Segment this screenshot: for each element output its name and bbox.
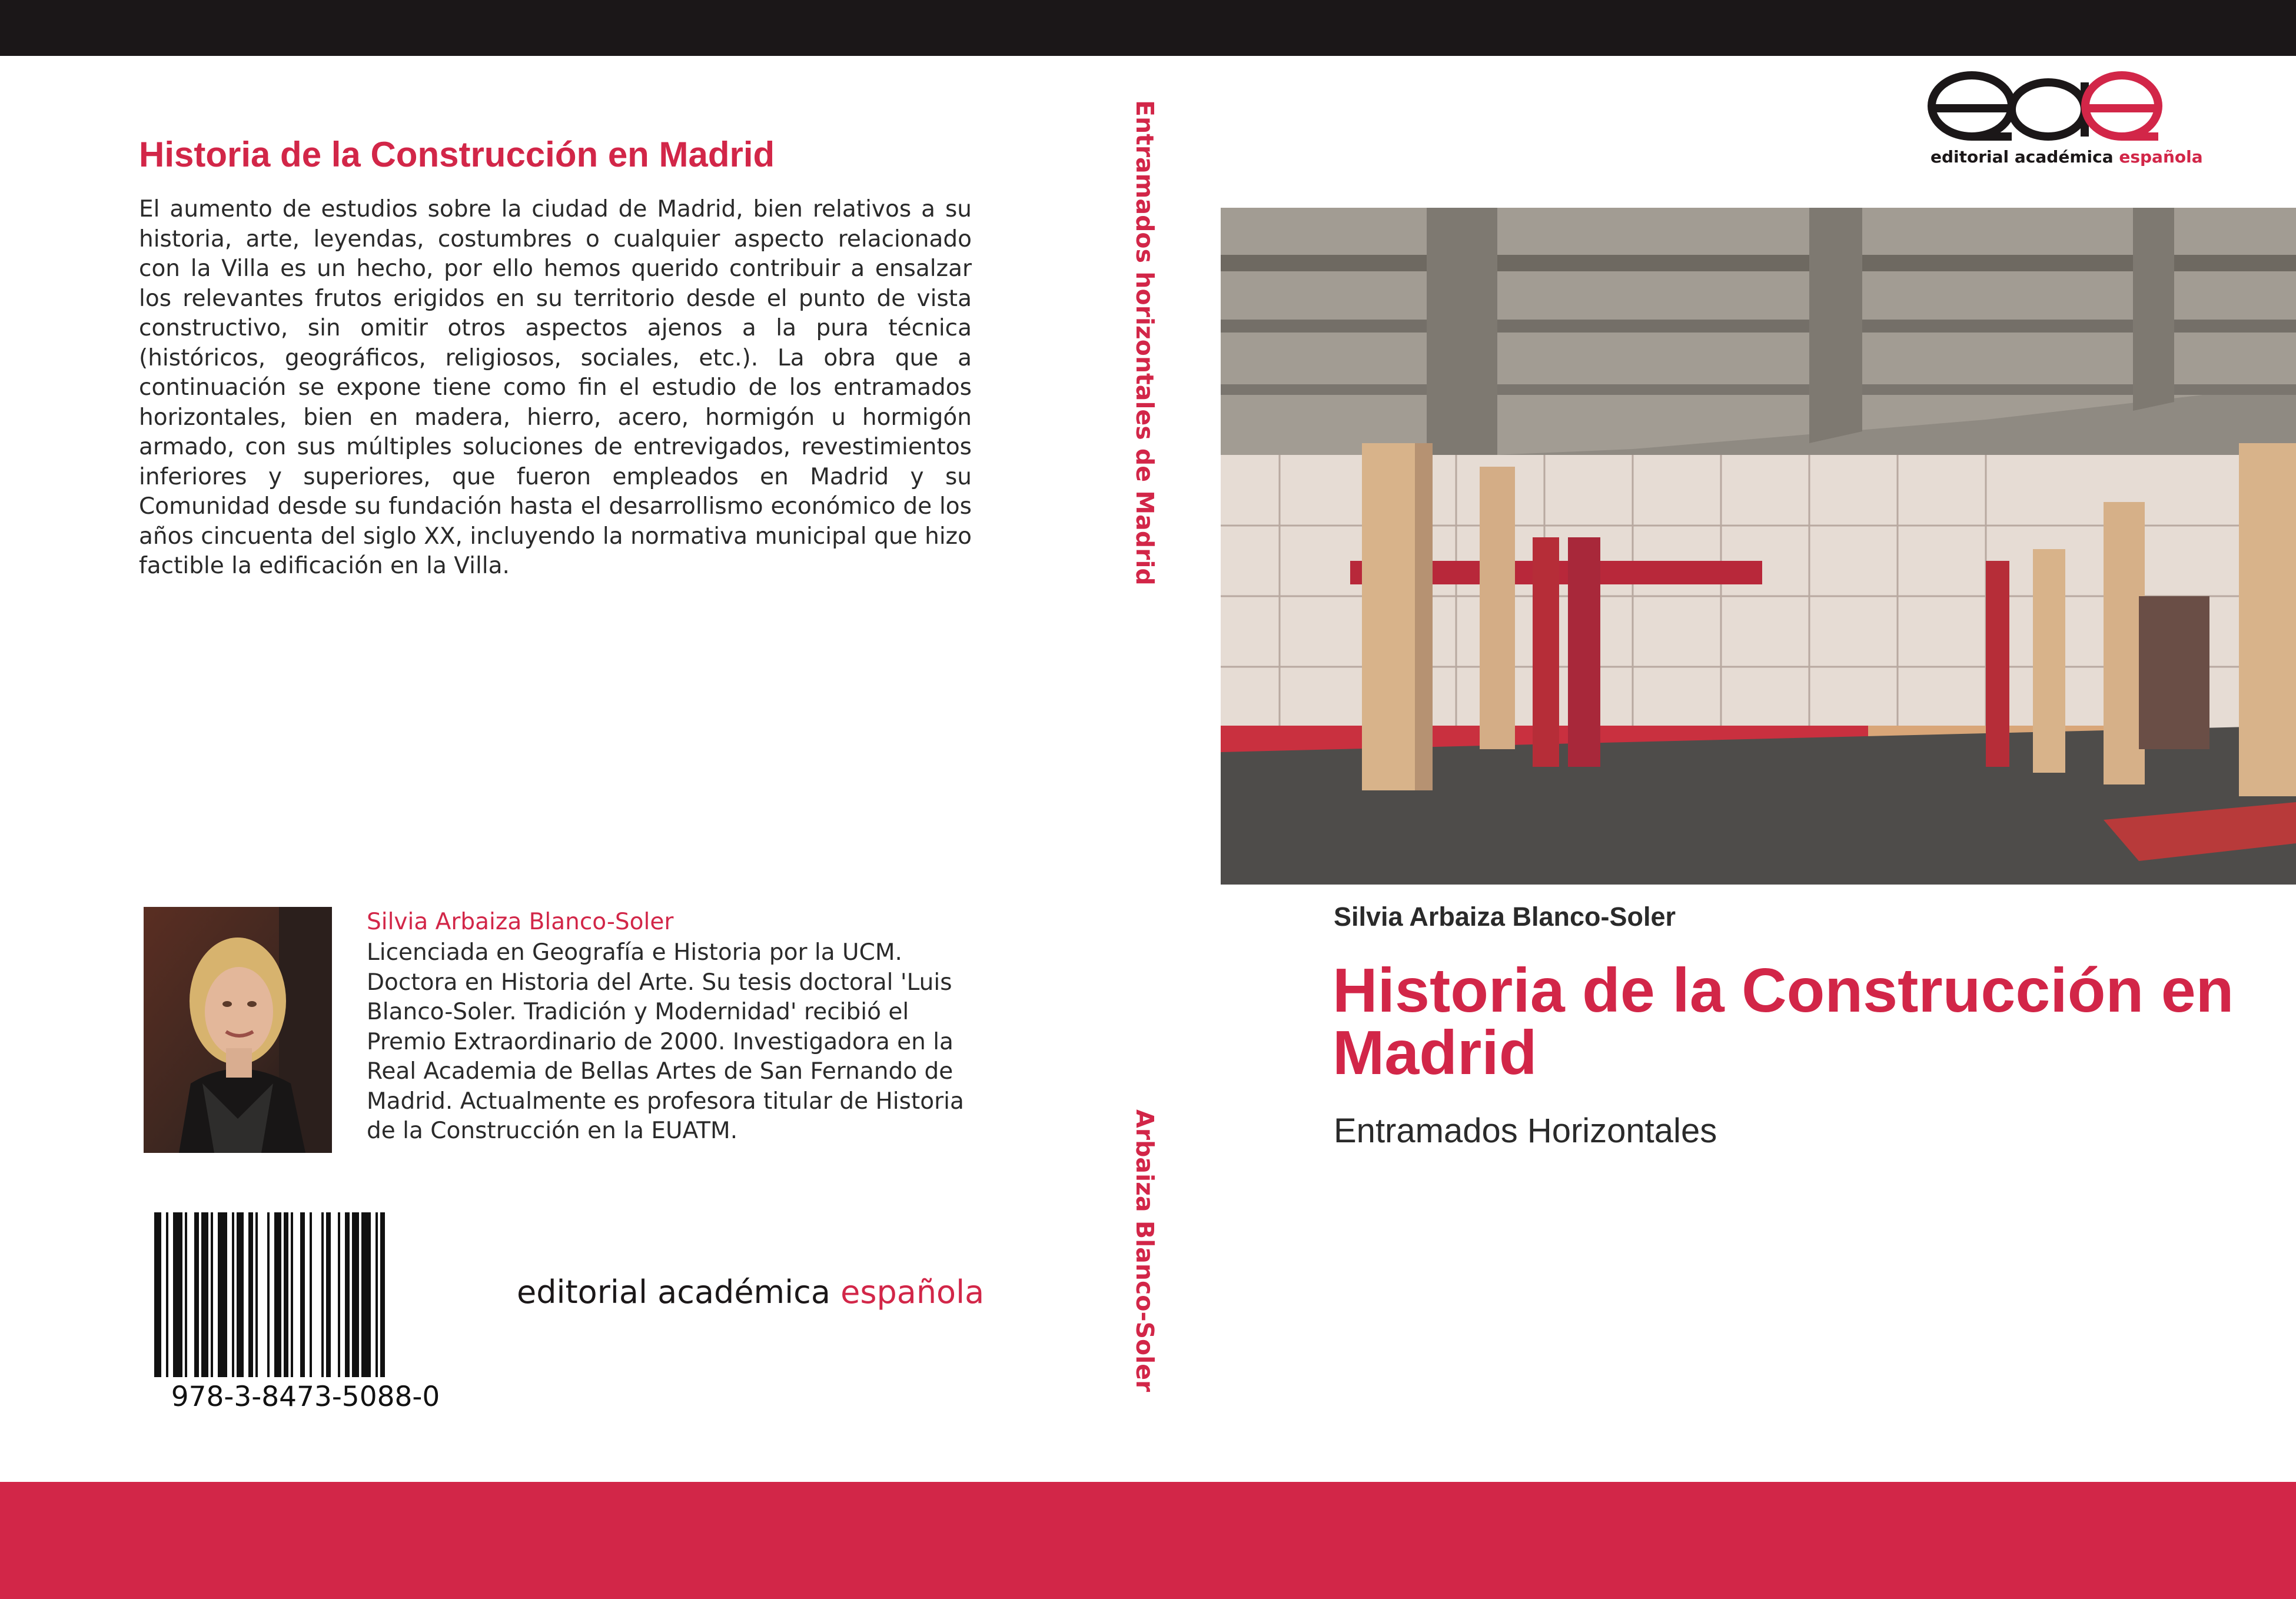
top-dark-band bbox=[0, 0, 2296, 56]
back-cover-title: Historia de la Construcción en Madrid bbox=[139, 135, 775, 174]
cover-photo-parking-structure bbox=[1221, 208, 2296, 885]
spine-author: Arbaiza Blanco-Soler bbox=[1131, 1109, 1159, 1392]
spine-title: Entramados horizontales de Madrid bbox=[1131, 100, 1159, 586]
author-bio: Licenciada en Geografía e Historia por la UCM. Doctora en Historia del Arte. Su tesis doctoral 'Luis Blanco-Soler. Tradición y Modernidad' recibió el Premio Extraordinario de 2000. Investigadora en la Real Academia de Bellas Artes de San Fernando de Madrid. Actualmente es profesora titular de Historia de la Construcción en la EUATM. bbox=[367, 939, 964, 1144]
publisher-name-main: editorial académica bbox=[517, 1274, 841, 1311]
logo-tagline bbox=[1930, 147, 2203, 167]
front-title: Historia de la Construcción en Madrid bbox=[1333, 956, 2234, 1088]
back-author-name: Silvia Arbaiza Blanco-Soler bbox=[367, 909, 674, 935]
publisher-name-accent: española bbox=[840, 1274, 985, 1311]
logo-tagline-main: editorial académica bbox=[1930, 147, 2119, 167]
logo-tagline-accent: española bbox=[2119, 147, 2203, 167]
front-subtitle: Entramados Horizontales bbox=[1334, 1112, 1717, 1150]
front-author-name: Silvia Arbaiza Blanco-Soler bbox=[1334, 902, 1676, 932]
publisher-name-back bbox=[517, 1274, 985, 1311]
barcode bbox=[154, 1212, 457, 1377]
bottom-accent-band bbox=[0, 1482, 2296, 1599]
author-photo bbox=[144, 907, 332, 1153]
back-cover-blurb: El aumento de estudios sobre la ciudad de Madrid, bien relativos a su historia, arte, leyendas, costumbres o cualquier aspecto relacionado con la Villa es un hecho, por ello hemos querido contribuir a ensalzar los relevantes frutos erigidos en su territorio desde el punto de vista constructivo, sin omitir otros aspectos ajenos a la pura técnica (históricos, geográficos, religiosos, sociales, etc.). La obra que a continuación se expone tiene como fin el estudio de los entramados horizontales, bien en madera, hierro, acero, hormigón u hormigón armado, con sus múltiples soluciones de entrevigados, revestimientos inferiores y superiores, que fueron empleados en Madrid y su Comunidad desde su fundación hasta el desarrollismo económico de los años cincuenta del siglo XX, incluyendo la normativa municipal que hizo factible la edificación en la Villa. bbox=[139, 196, 972, 579]
isbn-number: 978-3-8473-5088-0 bbox=[171, 1381, 440, 1413]
